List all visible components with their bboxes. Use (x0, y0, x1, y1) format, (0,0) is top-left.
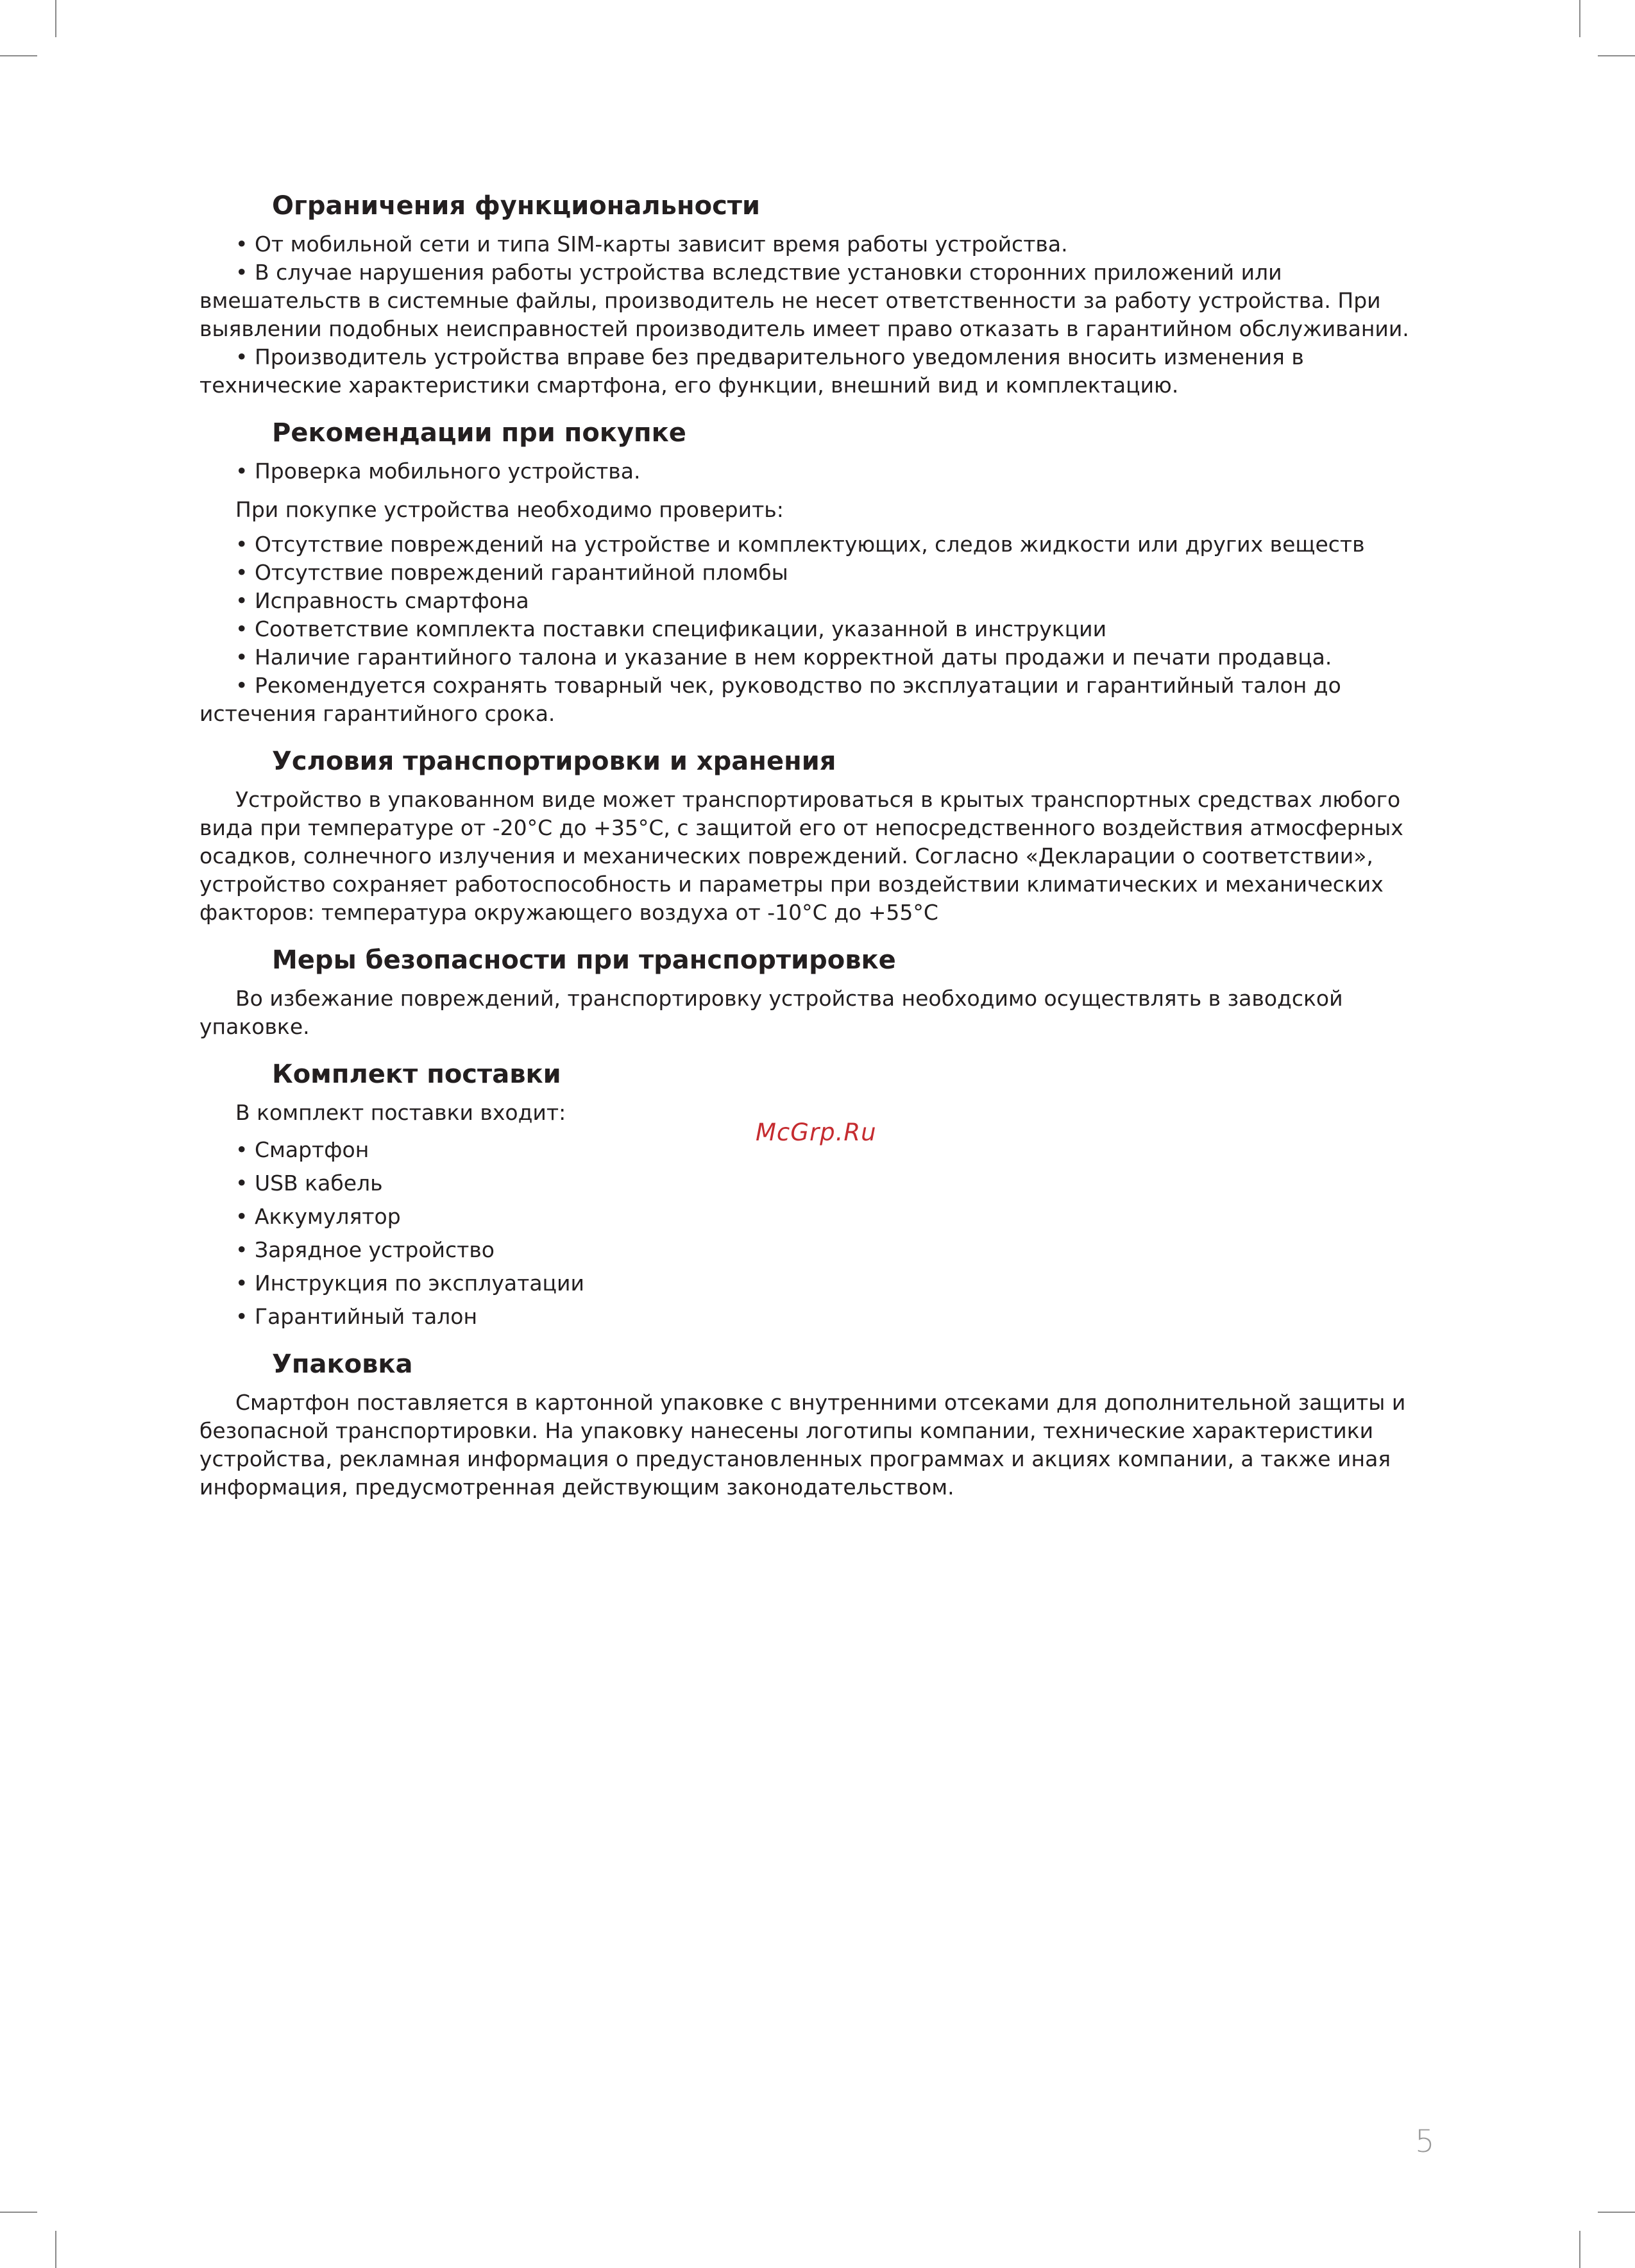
list-item: • Наличие гарантийного талона и указание в нем корректной даты продажи и печати продавца. (235, 645, 1332, 670)
crop-mark-bottom-left (55, 2231, 56, 2268)
list-item: • В случае нарушения работы устройства вследствие установки сторонних приложений или вмешательств в системные файлы, производитель не несет ответственности за работу устройства. При выявлении подобных неисправностей производитель имеет право отказать в гарантийном обслуживании. (199, 260, 1409, 341)
list-item: • USB кабель (235, 1171, 383, 1196)
crop-mark-top-right-h (1598, 55, 1635, 56)
page-number: 5 (1415, 2124, 1435, 2160)
paragraph: При покупке устройства необходимо проверить: (235, 497, 784, 522)
paragraph: Смартфон поставляется в картонной упаковке с внутренними отсеками для дополнительной защиты и безопасной транспортировки. На упаковку нанесены логотипы компании, технические характеристики устройства, рекламная информация о предустановленных программах и акциях компании, а также иная информация, предусмотренная действующим законодательством. (199, 1390, 1406, 1500)
paragraph: В комплект поставки входит: (235, 1100, 566, 1125)
section-packaging (199, 1348, 1437, 1502)
section-title: Упаковка (272, 1350, 413, 1379)
section-title: Условия транспортировки и хранения (272, 747, 836, 776)
list-item: • Производитель устройства вправе без предварительного уведомления вносить изменения в технические характеристики смартфона, его функции, внешний вид и комплектацию. (199, 344, 1304, 398)
list-item: • Инструкция по эксплуатации (235, 1271, 584, 1296)
crop-mark-bottom-right (1579, 2231, 1580, 2268)
crop-mark-top-left-h (0, 55, 37, 56)
crop-mark-top-right (1579, 0, 1580, 37)
paragraph: Во избежание повреждений, транспортировку устройства необходимо осуществлять в заводской упаковке. (199, 986, 1343, 1039)
watermark-text: McGrp.Ru (756, 1119, 877, 1146)
list-item: • Гарантийный талон (235, 1304, 478, 1329)
section-title: Меры безопасности при транспортировке (272, 945, 896, 975)
list-item: • Зарядное устройство (235, 1237, 495, 1262)
crop-mark-bottom-right-h (1598, 2212, 1635, 2213)
list-item: • Исправность смартфона (235, 588, 529, 613)
list-item: • Смартфон (235, 1137, 369, 1162)
list-item: • Проверка мобильного устройства. (235, 459, 641, 484)
document-body (199, 189, 1437, 1518)
list-item: • Соответствие комплекта поставки спецификации, указанной в инструкции (235, 616, 1107, 641)
section-storage (199, 745, 1437, 927)
crop-mark-top-left (55, 0, 56, 37)
section-title: Комплект поставки (272, 1060, 561, 1089)
paragraph: Устройство в упакованном виде может транспортироваться в крытых транспортных средствах любого вида при температуре от -20°С до +35°С, с защитой его от непосредственного воздействия атмосферных осадков, солнечного излучения и механических повреждений. Согласно «Декларации о соответствии», устройство сохраняет работоспособность и параметры при воздействии климатических и механических факторов: температура окружающего воздуха от -10°С до +55°С (199, 787, 1403, 925)
section-limits (199, 189, 1437, 400)
section-title: Рекомендации при покупке (272, 418, 686, 448)
list-item: • Рекомендуется сохранять товарный чек, руководство по эксплуатации и гарантийный талон до истечения гарантийного срока. (199, 673, 1341, 726)
section-safety (199, 944, 1437, 1041)
list-item: • Отсутствие повреждений на устройстве и комплектующих, следов жидкости или других веществ (235, 532, 1365, 557)
list-item: • Аккумулятор (235, 1204, 401, 1229)
section-title: Ограничения функциональности (272, 191, 761, 221)
section-purchase (199, 416, 1437, 728)
list-item: • Отсутствие повреждений гарантийной пломбы (235, 560, 788, 585)
crop-mark-bottom-left-h (0, 2212, 37, 2213)
list-item: • От мобильной сети и типа SIM-карты зависит время работы устройства. (235, 232, 1068, 257)
section-kit (199, 1058, 1437, 1331)
